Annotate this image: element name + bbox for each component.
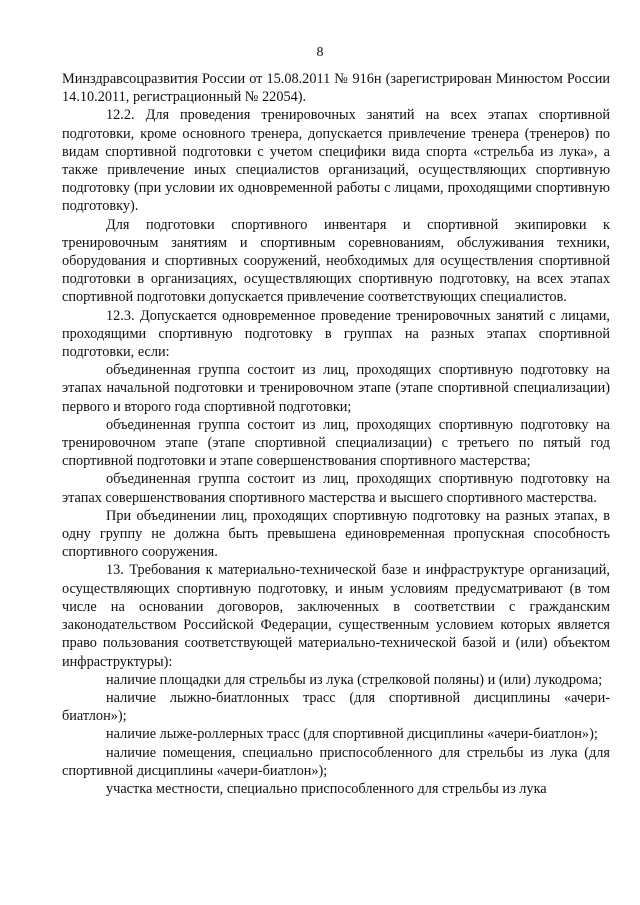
- paragraph: объединенная группа состоит из лиц, проходящих спортивную подготовку на этапах начальной подготовки и тренировочном этапе (этапе спортивной специализации) первого и второго года спортивной подготовки;: [62, 362, 610, 415]
- paragraph: 12.3. Допускается одновременное проведение тренировочных занятий с лицами, проходящими спортивную подготовку в группах на разных этапах спортивной подготовки, если:: [62, 307, 610, 361]
- paragraph: Минздравсоцразвития России от 15.08.2011 № 916н (зарегистрирован Минюстом России 14.10.2011, регистрационный № 22054).: [62, 71, 610, 106]
- paragraph: наличие лыжно-биатлонных трасс (для спортивной дисциплины «ачери-биатлон»);: [62, 689, 610, 725]
- paragraph: Для подготовки спортивного инвентаря и спортивной экипировки к тренировочным занятиям и спортивным соревнованиям, обслуживания техники, оборудования и спортивных сооружений, необходимых для осуществления спортивной подготовки в организациях, осуществляющих спортивную подготовку, на всех этапах спортивной подготовки допускается привлечение соответствующих специалистов.: [62, 216, 610, 306]
- paragraph: 12.2. Для проведения тренировочных занятий на всех этапах спортивной подготовки, кроме основного тренера, допускается привлечение тренера (тренеров) по видам спортивной подготовки с учетом специфики вида спорта «стрельба из лука», а также привлечение иных специалистов организаций, осуществляющих спортивную подготовку (при условии их одновременной работы с лицами, проходящими спортивную подготовку).: [62, 107, 610, 215]
- paragraph: участка местности, специально приспособленного для стрельбы из лука: [106, 780, 547, 797]
- paragraph: наличие лыже-роллерных трасс (для спортивной дисциплины «ачери-биатлон»);: [106, 726, 598, 743]
- paragraph: объединенная группа состоит из лиц, проходящих спортивную подготовку на этапах совершенствования спортивного мастерства и высшего спортивного мастерства.: [62, 471, 610, 506]
- paragraph: объединенная группа состоит из лиц, проходящих спортивную подготовку на тренировочном этапе (этапе спортивной специализации) с третьего по пятый год спортивной подготовки и этапе совершенствования спортивного мастерства;: [62, 416, 610, 470]
- paragraph: наличие площадки для стрельбы из лука (стрелковой поляны) и (или) лукодрома;: [106, 671, 603, 688]
- document-body: [62, 70, 610, 798]
- paragraph: наличие помещения, специально приспособленного для стрельбы из лука (для спортивной дисциплины «ачери-биатлон»);: [62, 744, 610, 779]
- paragraph: При объединении лиц, проходящих спортивную подготовку на разных этапах, в одну группу не должна быть превышена единовременная пропускная способность спортивного сооружения.: [62, 507, 610, 561]
- page-number: 8: [316, 45, 324, 60]
- paragraph: 13. Требования к материально-технической базе и инфраструктуре организаций, осуществляющих спортивную подготовку, и иным условиям предусматривают (в том числе на основании договоров, заключенных в соответствии с гражданским законодательством Российской Федерации, существенным условием которых является право пользования соответствующей материально-технической базой и (или) объектом инфраструктуры):: [62, 562, 610, 670]
